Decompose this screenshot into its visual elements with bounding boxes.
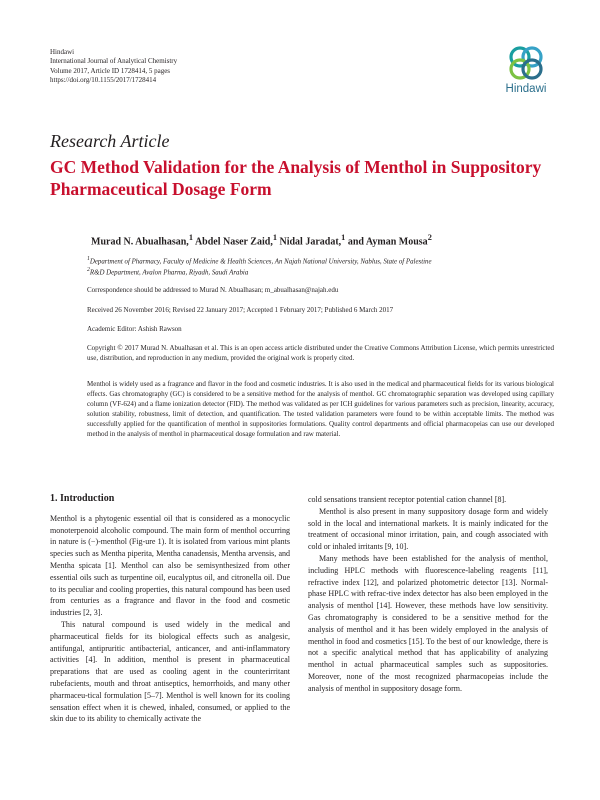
affiliation-sup: 2 xyxy=(87,267,90,273)
author-sup: 1 xyxy=(272,233,277,242)
body-column-left xyxy=(50,493,290,725)
paragraph: This natural compound is used widely in the medical and pharmaceutical fields for its biological effects such as analgesic, antifungal, antipruritic antibacterial, anticancer, and anti-inflammatory activities [4]. In addition, menthol is present in pharmaceutical preparations that are used as cooling agent in the counterirritant rubefacients, mouth and throat antiseptics, hemorrhoids, and many other pharmaceu-tical formulation [5–7]. Menthol is well known for its cooling sensation effect when it is chewed, inhaled, consumed, or applied to the skin due to its ability to chemically activate the xyxy=(50,619,290,724)
paragraph: Menthol is a phytogenic essential oil that is considered as a monocyclic monoterpenoid alcoholic compound. The main form of menthol occurring in nature is (−)-menthol (Fig-ure 1). It is isolated from various mint plants species such as Mentha piperita, Mentha canadensis, Mentha arvensis, and Mentha spicata [1]. Menthol can also be semisynthesized from other essential oils such as turpentine oil, eucalyptus oil, and citronella oil. Due to its peculiar and cooling properties, this natural compound has been used from centuries as a fragrance and flavor in the food and cosmetic industries [2, 3]. xyxy=(50,513,290,618)
affiliation-2 xyxy=(87,267,248,276)
article-type: Research Article xyxy=(50,131,170,151)
paragraph: cold sensations transient receptor potential cation channel [8]. xyxy=(308,495,507,504)
correspondence: Correspondence should be addressed to Murad N. Abualhasan; m_abualhasan@najah.edu xyxy=(87,286,339,294)
doi-link[interactable]: https://doi.org/10.1155/2017/1728414 xyxy=(50,76,157,85)
publisher-name: Hindawi xyxy=(50,48,75,56)
author-sup: 2 xyxy=(427,233,432,242)
section-heading: 1. Introduction xyxy=(50,493,115,504)
affiliation-1 xyxy=(87,256,432,265)
hindawi-logo-icon xyxy=(506,44,546,82)
body-column-right xyxy=(308,494,548,695)
author-name: Murad N. Abualhasan, xyxy=(91,236,189,248)
article-title: GC Method Validation for the Analysis of Menthol in Suppository Pharmaceutical Dosage Form xyxy=(50,157,542,199)
author-list xyxy=(91,233,432,247)
journal-header xyxy=(50,48,177,86)
affiliation-sup: 1 xyxy=(87,256,90,262)
hindawi-logo xyxy=(496,44,556,95)
journal-name: International Journal of Analytical Chemistry xyxy=(50,57,178,66)
affiliation-text: Department of Pharmacy, Faculty of Medicine & Health Sciences, An Najah National University, Nablus, State of Palestine xyxy=(89,258,432,266)
affiliation-text: R&D Department, Avalon Pharma, Riyadh, Saudi Arabia xyxy=(89,269,249,277)
author-name: and Ayman Mousa xyxy=(347,236,428,248)
author-sup: 1 xyxy=(341,233,346,242)
author-sup: 1 xyxy=(188,233,193,242)
paragraph: Many methods have been established for the analysis of menthol, including HPLC methods with fluorescence-labeling reagents [11], refractive index [12], and polarized photometric detector [13]. Normal-phase HPLC with refrac-tive index detector has also been employed in the analysis of menthol [14]. However, these methods have low sensitivity. Gas chromatography is considered to be a sensitive method for the analysis of menthol and it has been widely employed in the analysis of menthol in food and cosmetics [15]. To the best of our knowledge, there is not a specific analytical method that has applicability of analyzing menthol in actual pharmaceutical samples such as suppositories. Moreover, none of the most recognized pharmacopeias include the analysis of menthol in suppository dosage form. xyxy=(308,553,548,693)
dates: Received 26 November 2016; Revised 22 January 2017; Accepted 1 February 2017; Published 6 March 2017 xyxy=(87,306,394,314)
volume-info: Volume 2017, Article ID 1728414, 5 pages xyxy=(50,66,171,75)
author-name: Nidal Jaradat, xyxy=(279,236,342,248)
logo-wordmark: Hindawi xyxy=(505,83,547,95)
paragraph: Menthol is also present in many suppository dosage form and widely sold in the local and international markets. It is mainly indicated for the treatment of occasional minor irritation, pain, and cough associated with cold or inhaled irritants [9, 10]. xyxy=(308,506,548,552)
copyright-notice: Copyright © 2017 Murad N. Abualhasan et al. This is an open access article distributed under the Creative Commons Attribution License, which permits unrestricted use, distribution, and reproduction in any medium, provided the original work is properly cited. xyxy=(87,344,554,363)
academic-editor: Academic Editor: Ashish Rawson xyxy=(87,325,182,333)
author-name: Abdel Naser Zaid, xyxy=(194,236,273,248)
abstract: Menthol is widely used as a fragrance and flavor in the food and cosmetic industries. It is also used in the medical and pharmaceutical fields for its various biological effects. Gas chromatography (GC) is considered to be a sensitive method for the analysis of menthol. GC chromatographic separation was developed using capillary column (VF-624) and a flame ionization detector (FID). The method was validated as per ICH guidelines for various parameters such as precision, linearity, accuracy, solution stability, robustness, limit of detection, and quantification. The tested validation parameters were found to be within acceptable limits. The method was successfully applied for the quantification of menthol in suppositories formulations. Quality control departments and official pharmacopeias can use our developed method in the analysis of menthol in pharmaceutical dosage formulation and raw material. xyxy=(87,380,554,438)
